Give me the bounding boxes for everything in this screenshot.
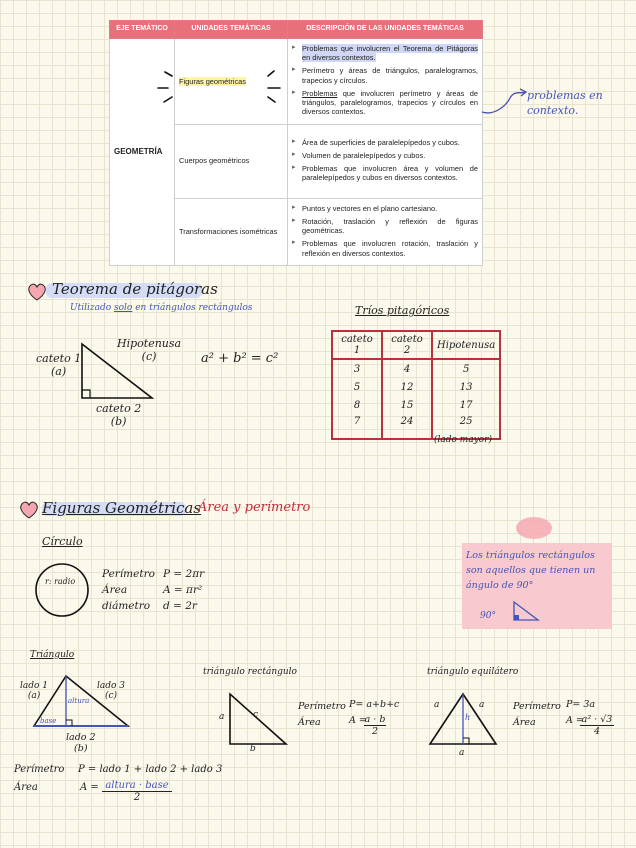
unit-cuerpos: Cuerpos geométricos [175, 124, 288, 198]
rectangulo-a: a [219, 712, 225, 722]
trios-table [331, 330, 501, 440]
equilatero-area-a: A = [566, 715, 584, 726]
trios-note: (lado mayor) [434, 435, 493, 445]
circle-figure [30, 562, 94, 618]
rectangulo-area: a · b 2 [364, 714, 386, 737]
desc-item: ▸ Puntos y vectores en el plano cartesiano. [292, 204, 478, 213]
desc-item: ▸ Volumen de paralelepípedos y cubos. [292, 151, 478, 160]
note-text: Los triángulos rectángulos son aquellos que tienen un ángulo de 90° [466, 550, 596, 591]
lado3-label: lado 3 (c) [97, 681, 126, 701]
right-triangle-icon [510, 600, 542, 624]
equilatero-a-bottom: a [459, 748, 465, 758]
equilateral-triangle-figure [426, 690, 502, 748]
trios-row: 5 12 13 [332, 378, 500, 396]
unit-transformaciones: Transformaciones isométricas [175, 198, 288, 265]
desc-item: ▸ Perímetro y áreas de triángulos, paralelogramos, trapecios y círculos. [292, 66, 478, 85]
cateto2-label: cateto 2 (b) [96, 402, 142, 428]
figuras-title: Figuras Geométricas [42, 499, 202, 517]
equilatero-h: h [465, 713, 471, 722]
equilatero-a-left: a [434, 700, 440, 710]
unit-cuerpos-desc [288, 124, 483, 198]
note-angle: 90° [480, 611, 496, 621]
rectangulo-perimetro: P= a+b+c [349, 699, 400, 710]
header-description: DESCRIPCIÓN DE LAS UNIDADES TEMÁTICAS [288, 21, 483, 39]
desc-item: ▸ Rotación, traslación y reflexión de figuras geométricas. [292, 217, 478, 236]
equilatero-a-right: a [479, 700, 485, 710]
equilatero-perimetro: P= 3a [566, 699, 596, 710]
desc-item: ▸ Área de superficies de paralelepípedos y cubos. [292, 138, 478, 147]
trios-row: 8 15 17 [332, 396, 500, 414]
header-axis: EJE TEMÁTICO [110, 21, 175, 39]
triangulo-area-a: A = [80, 782, 99, 793]
trios-row: 3 4 5 [332, 359, 500, 378]
triangulo-area-label: Área [14, 782, 38, 793]
rectangulo-c: c [253, 710, 259, 720]
base-label: base [40, 717, 57, 725]
rectangulo-area-a: A = [349, 715, 367, 726]
desc-item: ▸ Problemas que involucren el Teorema de Pitágoras en diversos contextos. [292, 44, 478, 63]
triangulo-perimetro: P = lado 1 + lado 2 + lado 3 [78, 764, 223, 775]
rectangulo-labels: Perímetro Área [298, 701, 346, 728]
trios-header: cateto 2 [382, 331, 432, 359]
desc-item: ▸ Problemas que involucren perímetro y áreas de triángulos, paralelogramos, trapecios y círculos en diversos contextos. [292, 89, 478, 117]
curriculum-table [109, 20, 483, 266]
equilatero-title: triángulo equilátero [427, 667, 519, 677]
heart-icon [26, 282, 48, 302]
figuras-subtitle: Área y perímetro [198, 500, 311, 515]
lado1-label: lado 1 (a) [20, 681, 49, 701]
circulo-formulas: P = 2πr A = πr² d = 2r [163, 568, 205, 612]
header-units: UNIDADES TEMÁTICAS [175, 21, 288, 39]
rectangulo-title: triángulo rectángulo [203, 667, 297, 677]
heart-icon [18, 500, 40, 520]
unit-figuras-desc [288, 38, 483, 124]
radio-label: r: radio [45, 577, 76, 586]
rectangulo-b: b [250, 744, 256, 754]
trios-row: 7 24 25 [332, 414, 500, 439]
unit-figuras: Figuras geométricas [175, 38, 288, 124]
circulo-title: Círculo [42, 535, 83, 548]
unit-transformaciones-desc [288, 198, 483, 265]
trios-header: Hipotenusa [432, 331, 500, 359]
triangulo-title: Triángulo [30, 650, 75, 660]
pitagoras-subtitle: Utilizado solo en triángulos rectángulos [70, 303, 253, 313]
side-note: problemas en contexto. [527, 89, 603, 117]
desc-item: ▸ Problemas que involucren área y volumen de paralelepípedos y cubos en diversos contextos. [292, 164, 478, 183]
emphasis-marks [150, 62, 290, 112]
pitagoras-formula: a² + b² = c² [201, 351, 279, 366]
equilatero-area: a² · √3 4 [581, 714, 613, 737]
hipotenusa-label: Hipotenusa (c) [117, 337, 182, 363]
cateto1-label: cateto 1 (a) [36, 352, 82, 378]
axis-geometria: GEOMETRÍA [110, 38, 175, 265]
trios-title: Tríos pitagóricos [355, 304, 450, 317]
trios-header: cateto 1 [332, 331, 382, 359]
arrow-icon [480, 86, 530, 116]
pitagoras-title: Teorema de pitágoras [52, 280, 218, 298]
tape [516, 517, 552, 539]
desc-item: ▸ Problemas que involucren rotación, traslación y reflexión en diversos contextos. [292, 239, 478, 258]
equilatero-labels: Perímetro Área [513, 701, 561, 728]
lado2-label: lado 2 (b) [66, 732, 96, 754]
triangulo-area-num: altura · base 2 [102, 780, 172, 803]
triangulo-perimetro-label: Perímetro [14, 764, 65, 775]
right-triangle-figure [222, 690, 292, 750]
circulo-labels: Perímetro Área diámetro [102, 568, 155, 612]
altura-label: altura [68, 697, 90, 705]
